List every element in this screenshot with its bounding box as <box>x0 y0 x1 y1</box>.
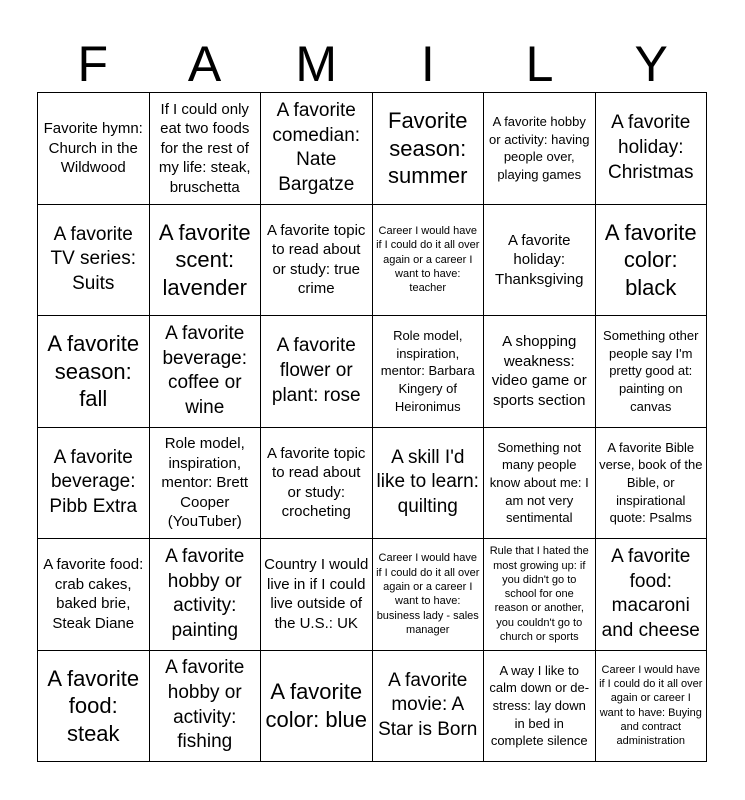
cell-text: Favorite season: summer <box>388 108 468 188</box>
cell-text: A favorite Bible verse, book of the Bible, or inspirational quote: Psalms <box>599 439 703 526</box>
cell-text: Career I would have if I could do it all over again or a career I want to have: business lady - sales manager <box>376 552 480 636</box>
bingo-cell[interactable] <box>150 93 262 205</box>
cell-text: A favorite holiday: Thanksgiving <box>495 231 584 288</box>
cell-text: A favorite food: steak <box>47 665 140 746</box>
bingo-cell[interactable] <box>484 428 596 540</box>
cell-text: Something other people say I'm pretty good at: painting on canvas <box>603 328 699 414</box>
cell-text: A shopping weakness: video game or sports section <box>491 333 587 409</box>
bingo-cell[interactable] <box>373 651 485 763</box>
bingo-cell[interactable] <box>38 93 150 205</box>
cell-text: A favorite holiday: Christmas <box>607 112 694 183</box>
cell-text: A favorite color: black <box>604 219 697 300</box>
title-letter-f: F <box>77 36 109 92</box>
bingo-cell[interactable] <box>484 316 596 428</box>
cell-text: A favorite comedian: Nate Bargatze <box>272 99 361 195</box>
bingo-cell[interactable] <box>150 205 262 317</box>
cell-text: A favorite TV series: Suits <box>50 223 137 295</box>
cell-text: Role model, inspiration, mentor: Barbara Kingery of Heironimus <box>380 328 475 414</box>
bingo-cell[interactable] <box>484 93 596 205</box>
bingo-cell[interactable] <box>150 428 262 540</box>
cell-text: A favorite scent: lavender <box>158 219 251 300</box>
cell-text: A favorite topic to read about or study: crocheting <box>267 444 366 521</box>
cell-text: A favorite food: macaroni and cheese <box>601 545 700 641</box>
cell-text: Rule that I hated the most growing up: if you didn't go to school for one reason or another, you couldn't go to church or sports <box>489 545 589 643</box>
cell-text: A favorite movie: A Star is Born <box>378 669 478 741</box>
bingo-cell[interactable] <box>596 316 708 428</box>
bingo-cell[interactable] <box>261 539 373 651</box>
bingo-cell[interactable] <box>484 205 596 317</box>
bingo-cell[interactable] <box>38 316 150 428</box>
bingo-cell[interactable] <box>261 428 373 540</box>
bingo-cell[interactable] <box>373 93 485 205</box>
bingo-cell[interactable] <box>373 539 485 651</box>
bingo-cell[interactable] <box>596 93 708 205</box>
cell-text: Favorite hymn: Church in the Wildwood <box>43 120 143 176</box>
bingo-cell[interactable] <box>261 93 373 205</box>
cell-text: A favorite topic to read about or study: true crime <box>267 221 366 298</box>
bingo-cell[interactable] <box>261 651 373 763</box>
title-letter-i: I <box>420 36 435 92</box>
bingo-cell[interactable] <box>150 316 262 428</box>
cell-text: A favorite food: crab cakes, baked brie, Steak Diane <box>43 556 144 632</box>
cell-text: A skill I'd like to learn: quilting <box>376 446 479 518</box>
cell-text: A favorite beverage: coffee or wine <box>162 322 247 418</box>
bingo-cell[interactable] <box>38 428 150 540</box>
cell-text: Role model, inspiration, mentor: Brett Cooper (YouTuber) <box>161 435 249 530</box>
bingo-cell[interactable] <box>596 205 708 317</box>
cell-text: Career I would have if I could do it all over again or career I want to have: Buying and contract administration <box>599 663 703 748</box>
title-letter-m: M <box>295 36 337 92</box>
bingo-cell[interactable] <box>373 428 485 540</box>
bingo-board <box>37 92 707 762</box>
bingo-cell[interactable] <box>373 316 485 428</box>
cell-text: A favorite hobby or activity: painting <box>165 545 245 641</box>
title-letter-l: L <box>525 36 554 92</box>
cell-text: A favorite flower or plant: rose <box>271 335 361 406</box>
bingo-cell[interactable] <box>596 428 708 540</box>
bingo-cell[interactable] <box>596 651 708 763</box>
bingo-cell[interactable] <box>596 539 708 651</box>
cell-text: Career I would have if I could do it all over again or a career I want to have: teacher <box>376 225 480 295</box>
bingo-cell[interactable] <box>38 539 150 651</box>
bingo-title <box>37 36 707 92</box>
cell-text: If I could only eat two foods for the rest of my life: steak, bruschetta <box>158 100 251 196</box>
bingo-cell[interactable] <box>38 205 150 317</box>
cell-text: A way I like to calm down or de-stress: lay down in bed in complete silence <box>489 662 590 749</box>
cell-text: A favorite color: blue <box>265 679 367 732</box>
cell-text: Something not many people know about me: I am not very sentimental <box>489 439 589 526</box>
cell-text: A favorite hobby or activity: having people over, playing games <box>489 114 590 182</box>
bingo-cell[interactable] <box>261 316 373 428</box>
bingo-cell[interactable] <box>261 205 373 317</box>
cell-text: Country I would live in if I could live outside of the U.S.: UK <box>264 556 369 632</box>
title-letter-a: A <box>187 36 222 92</box>
bingo-cell[interactable] <box>150 651 262 763</box>
cell-text: A favorite beverage: Pibb Extra <box>49 446 138 518</box>
bingo-cell[interactable] <box>150 539 262 651</box>
cell-text: A favorite hobby or activity: fishing <box>165 657 245 753</box>
bingo-cell[interactable] <box>38 651 150 763</box>
cell-text: A favorite season: fall <box>47 331 140 411</box>
bingo-cell[interactable] <box>484 539 596 651</box>
title-letter-y: Y <box>634 36 668 92</box>
bingo-cell[interactable] <box>484 651 596 763</box>
bingo-cell[interactable] <box>373 205 485 317</box>
